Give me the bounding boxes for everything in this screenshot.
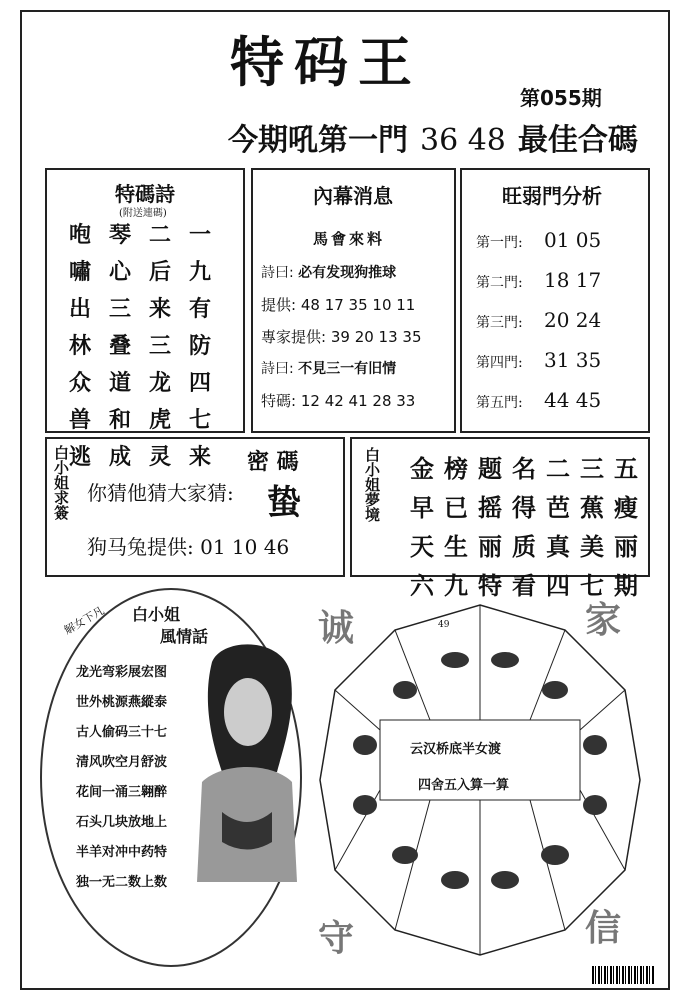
- poem-char: 虎: [149, 407, 172, 433]
- strength-row: [476, 388, 601, 412]
- corner-char-bottom-left: 守: [318, 917, 355, 959]
- strength-row-value: 18 17: [544, 268, 602, 292]
- poem-char: 心: [109, 259, 132, 285]
- dream-char: 真: [546, 532, 570, 561]
- strength-row-value: 20 24: [544, 308, 602, 332]
- inside-row-value: 必有发现狗推球: [298, 265, 397, 281]
- dream-char: 期: [614, 571, 638, 600]
- guess-side-label: 白小姐求簽: [52, 445, 70, 520]
- dream-char: 摇: [478, 493, 502, 522]
- inside-row: [261, 326, 422, 347]
- dream-char: 美: [580, 532, 604, 561]
- dream-char: 得: [512, 493, 536, 522]
- page-title: 特码王: [230, 30, 422, 94]
- guess-question: 你猜他猜大家猜:: [87, 481, 234, 505]
- inside-row-label: 專家提供:: [261, 328, 327, 346]
- poem-char: 后: [149, 259, 172, 285]
- poem-char: 出: [69, 296, 92, 322]
- strength-row-label: 第五門:: [476, 395, 523, 411]
- style-line: 龙光弯彩展宏图: [76, 665, 168, 680]
- poem-char: 林: [69, 333, 92, 359]
- dream-char: 生: [444, 532, 468, 561]
- strength-row-label: 第一門:: [476, 235, 523, 251]
- inside-row-value: 39 20 13 35: [330, 328, 422, 346]
- inside-row: [261, 294, 415, 315]
- strength-row-label: 第二門:: [476, 275, 523, 291]
- poem-subtitle: (附送連碼): [119, 208, 167, 219]
- poem-char: 来: [189, 444, 212, 470]
- dream-char: 质: [512, 532, 536, 561]
- strength-row-value: 01 05: [544, 228, 602, 252]
- dream-char: 六: [410, 571, 434, 600]
- barcode: [592, 966, 654, 984]
- dream-char: 特: [478, 571, 502, 600]
- poem-title: 特碼詩: [115, 182, 175, 206]
- guess-provide-label: 狗马兔提供:: [87, 535, 194, 559]
- poem-char: 咆: [69, 222, 92, 248]
- dream-char: 丽: [478, 532, 502, 561]
- strength-row: [476, 348, 601, 372]
- poem-char: 众: [69, 370, 92, 396]
- arc-text: 解女下凡: [61, 603, 107, 638]
- headline: [228, 115, 638, 159]
- dream-char: 二: [546, 454, 570, 483]
- strength-row: [476, 228, 601, 252]
- poem-char: 七: [189, 407, 212, 433]
- poem-box: [45, 168, 245, 470]
- dream-char: 蕉: [580, 493, 604, 522]
- poem-char: 龙: [149, 370, 172, 396]
- dream-char: 五: [614, 454, 638, 483]
- style-talk-panel: [40, 588, 302, 967]
- guess-provide-numbers: 01 10 46: [200, 535, 290, 559]
- strength-row-label: 第三門:: [476, 315, 523, 331]
- inside-row-value: 不見三一有旧情: [298, 361, 397, 377]
- dream-char: 已: [444, 493, 468, 522]
- corner-char-bottom-right: 信: [585, 907, 622, 949]
- strength-box: [460, 168, 650, 433]
- dream-char: 早: [410, 493, 434, 522]
- poem-char: 来: [149, 296, 172, 322]
- poem-char: 防: [189, 333, 212, 359]
- poem-char: 成: [109, 444, 132, 470]
- guess-provide: [87, 531, 289, 560]
- zodiac-wheel: [310, 580, 650, 980]
- dream-char: 天: [410, 532, 434, 561]
- wheel-top-number: 49: [438, 620, 450, 630]
- poem-char: 和: [109, 407, 132, 433]
- inside-row-label: 詩曰:: [261, 265, 294, 281]
- wheel-line-2: 四舍五入算一算: [418, 778, 510, 793]
- strength-title: 旺弱門分析: [502, 184, 602, 208]
- style-poem: [76, 658, 167, 898]
- guess-box: [45, 437, 345, 577]
- style-line: 半羊对冲中药特: [76, 845, 168, 860]
- style-line: 清风吹空月舒波: [76, 755, 168, 770]
- dream-char: 榜: [444, 454, 468, 483]
- poem-char: 四: [189, 370, 212, 396]
- style-line: 世外桃源燕縱泰: [76, 695, 168, 710]
- dream-char: 芭: [546, 493, 570, 522]
- corner-char-top-right: 家: [585, 599, 622, 641]
- poem-char: 兽: [69, 407, 92, 433]
- headline-prefix: 今期吼第一門: [228, 123, 408, 158]
- dream-char: 三: [580, 454, 604, 483]
- inside-subtitle: 馬會來料: [313, 230, 386, 248]
- inside-row: [261, 358, 396, 378]
- style-line: 石头几块放地上: [76, 815, 168, 830]
- poem-char: 二: [149, 222, 172, 248]
- strength-row: [476, 268, 601, 292]
- inside-row-label: 特碼:: [261, 392, 297, 410]
- headline-numbers: 36 48: [420, 123, 506, 158]
- issue-number: 第055期: [520, 86, 602, 110]
- style-title-2: 風情話: [160, 627, 209, 646]
- poem-char: 逃: [69, 444, 92, 470]
- poem-grid: [69, 218, 229, 471]
- dream-grid: [410, 449, 648, 601]
- inside-info-box: [251, 168, 456, 433]
- dream-char: 七: [580, 571, 604, 600]
- poem-char: 灵: [149, 444, 172, 470]
- inside-title: 內幕消息: [313, 184, 393, 208]
- poem-char: 道: [109, 370, 132, 396]
- dream-side-label: 白小姐夢境: [363, 447, 381, 522]
- dream-char: 丽: [614, 532, 638, 561]
- style-title-1: 白小姐: [132, 605, 181, 624]
- dream-char: 名: [512, 454, 536, 483]
- inside-row-label: 詩曰:: [261, 361, 294, 377]
- dream-box: [350, 437, 650, 600]
- corner-char-top-left: 诚: [318, 607, 355, 649]
- inside-row-value: 48 17 35 10 11: [300, 296, 416, 314]
- strength-row-label: 第四門:: [476, 355, 523, 371]
- portrait-image: [182, 642, 302, 882]
- inside-row-label: 提供:: [261, 296, 297, 314]
- poem-char: 叠: [109, 333, 132, 359]
- guess-answer: 蛰: [267, 483, 301, 523]
- poem-char: 九: [189, 259, 212, 285]
- wheel-line-1: 云汉桥底半女渡: [410, 742, 502, 757]
- poem-char: 三: [149, 333, 172, 359]
- strength-row: [476, 308, 601, 332]
- dream-char: 看: [512, 571, 536, 600]
- headline-suffix: 最佳合碼: [517, 123, 638, 158]
- poem-char: 有: [189, 296, 212, 322]
- dream-char: 四: [546, 571, 570, 600]
- dream-char: 瘦: [614, 493, 638, 522]
- style-line: 独一无二数上数: [76, 875, 168, 890]
- poem-char: 一: [189, 222, 212, 248]
- inside-row: [261, 262, 396, 282]
- poem-char: 琴: [109, 222, 132, 248]
- style-line: 古人偷码三十七: [76, 725, 168, 740]
- poem-char: 三: [109, 296, 132, 322]
- strength-row-value: 31 35: [544, 348, 602, 372]
- dream-char: 题: [478, 454, 502, 483]
- inside-row-value: 12 42 41 28 33: [300, 392, 416, 410]
- dream-char: 九: [444, 571, 468, 600]
- poem-char: 嘯: [69, 259, 92, 285]
- style-line: 花间一涌三翱醉: [76, 785, 168, 800]
- strength-row-value: 44 45: [544, 388, 602, 412]
- inside-row: [261, 390, 415, 411]
- dream-char: 金: [410, 454, 434, 483]
- code-title: 密 碼: [247, 449, 299, 475]
